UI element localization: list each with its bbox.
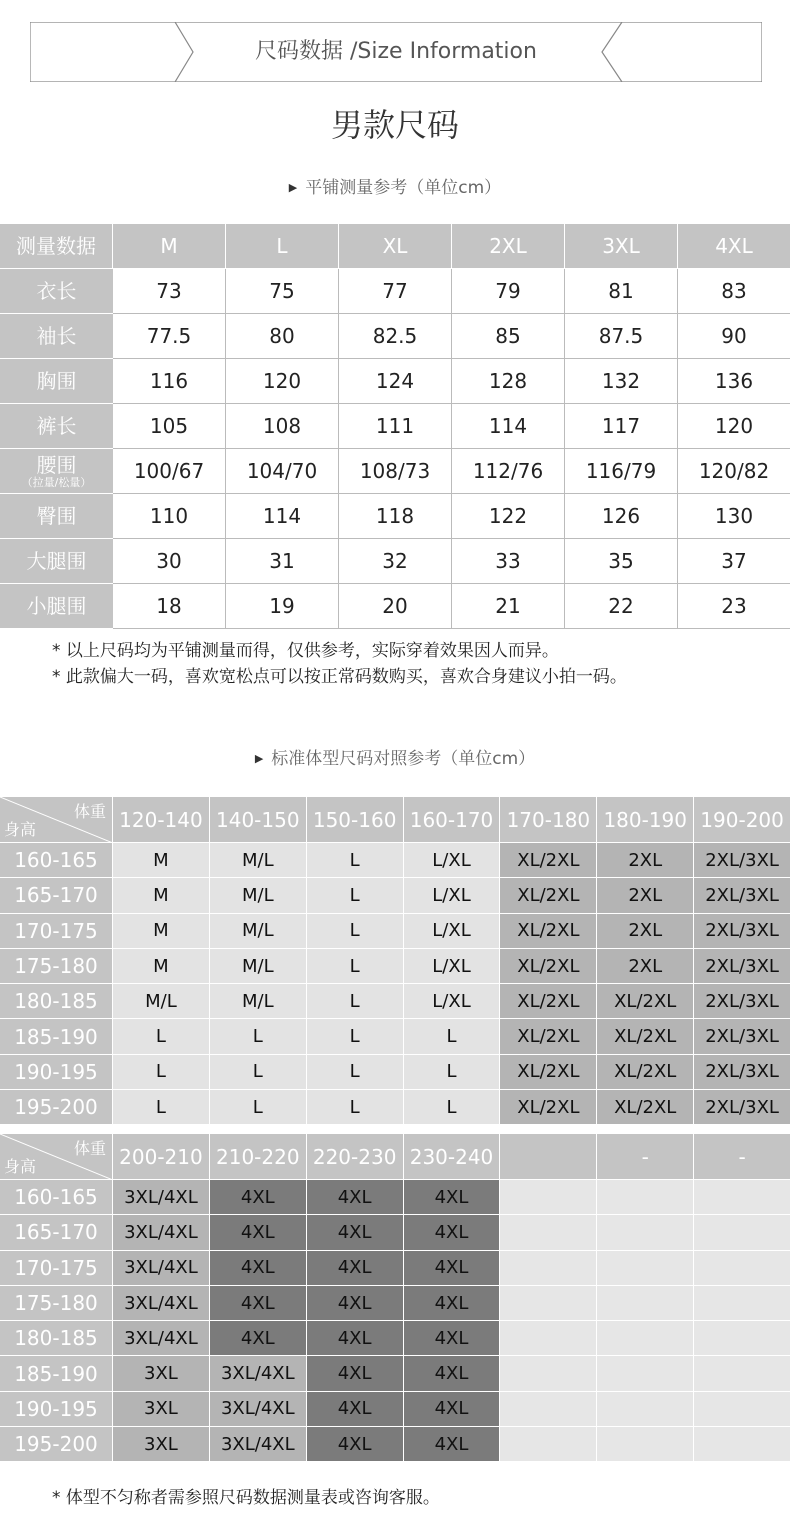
- body-row: [0, 1427, 790, 1462]
- measure-cell: 136: [678, 359, 790, 404]
- size-cell: L: [113, 1055, 210, 1090]
- body-size-table-1: [0, 797, 790, 1125]
- size-cell: [694, 1286, 790, 1321]
- size-cell: XL/2XL: [500, 1090, 597, 1125]
- size-cell: [597, 1251, 694, 1286]
- size-cell: 3XL/4XL: [113, 1286, 210, 1321]
- measurement-table: [0, 224, 790, 629]
- size-cell: M: [113, 914, 210, 949]
- size-cell: 4XL: [404, 1251, 501, 1286]
- size-cell: M/L: [210, 878, 307, 913]
- measure-cell: 73: [113, 269, 226, 314]
- measure-cell: 116: [113, 359, 226, 404]
- corner-cell: [0, 1134, 113, 1180]
- measure-cell: 100/67: [113, 449, 226, 494]
- size-cell: 4XL: [307, 1286, 404, 1321]
- size-cell: 3XL/4XL: [113, 1251, 210, 1286]
- height-label: 195-200: [0, 1090, 113, 1125]
- weight-header-cell: 150-160: [307, 797, 404, 843]
- size-cell: 4XL: [307, 1251, 404, 1286]
- measure-cell: 130: [678, 494, 790, 539]
- size-cell: L: [113, 1019, 210, 1054]
- weight-header-cell: 170-180: [500, 797, 597, 843]
- size-cell: 2XL/3XL: [694, 984, 790, 1019]
- measure-cell: 128: [452, 359, 565, 404]
- measure-header-label: 测量数据: [0, 224, 113, 269]
- measure-cell: 126: [565, 494, 678, 539]
- measure-cell: 77.5: [113, 314, 226, 359]
- weight-header-cell: 180-190: [597, 797, 694, 843]
- height-label: 170-175: [0, 914, 113, 949]
- measure-cell: 82.5: [339, 314, 452, 359]
- size-cell: 4XL: [404, 1356, 501, 1391]
- height-label: 175-180: [0, 1286, 113, 1321]
- size-cell: 4XL: [307, 1356, 404, 1391]
- size-cell: XL/2XL: [500, 914, 597, 949]
- measure-cell: 90: [678, 314, 790, 359]
- height-label: 195-200: [0, 1427, 113, 1462]
- size-cell: L: [307, 1090, 404, 1125]
- size-cell: 2XL/3XL: [694, 1090, 790, 1125]
- measure-label-text: 臀围: [36, 504, 77, 528]
- measure-cell: 21: [452, 584, 565, 629]
- size-cell: 4XL: [404, 1215, 501, 1250]
- measure-cell: 33: [452, 539, 565, 584]
- size-cell: [597, 1321, 694, 1356]
- size-cell: [500, 1251, 597, 1286]
- size-cell: L: [113, 1090, 210, 1125]
- measure-cell: 22: [565, 584, 678, 629]
- size-cell: 4XL: [404, 1321, 501, 1356]
- measure-cell: 112/76: [452, 449, 565, 494]
- measure-row-label: [0, 539, 113, 584]
- size-cell: [694, 1321, 790, 1356]
- measure-cell: 132: [565, 359, 678, 404]
- size-cell: [694, 1215, 790, 1250]
- size-cell: 4XL: [210, 1321, 307, 1356]
- measure-cell: 120/82: [678, 449, 790, 494]
- size-cell: 3XL/4XL: [210, 1427, 307, 1462]
- size-cell: 4XL: [404, 1180, 501, 1215]
- measure-label-text: 腰围: [36, 452, 77, 477]
- height-label: 180-185: [0, 1321, 113, 1356]
- size-cell: XL/2XL: [500, 949, 597, 984]
- size-cell: L: [307, 1019, 404, 1054]
- size-header-cell: 3XL: [565, 224, 678, 269]
- size-cell: L/XL: [404, 843, 501, 878]
- weight-header-cell: 120-140: [113, 797, 210, 843]
- measure-row: [0, 539, 790, 584]
- body-row: [0, 878, 790, 913]
- size-cell: L: [307, 949, 404, 984]
- measure-cell: 18: [113, 584, 226, 629]
- weight-header-cell: 230-240: [404, 1134, 501, 1180]
- size-cell: [597, 1286, 694, 1321]
- measure-cell: 80: [226, 314, 339, 359]
- measure-cell: 87.5: [565, 314, 678, 359]
- measure-cell: 30: [113, 539, 226, 584]
- size-cell: 4XL: [210, 1286, 307, 1321]
- size-cell: [500, 1180, 597, 1215]
- measure-cell: 114: [452, 404, 565, 449]
- size-cell: XL/2XL: [597, 1090, 694, 1125]
- size-cell: [500, 1392, 597, 1427]
- measure-cell: 124: [339, 359, 452, 404]
- banner-text: 尺码数据 /Size Information: [255, 39, 537, 64]
- size-cell: 2XL/3XL: [694, 914, 790, 949]
- measure-label-text: 大腿围: [26, 549, 87, 573]
- size-cell: M: [113, 843, 210, 878]
- height-label: 160-165: [0, 843, 113, 878]
- size-cell: M/L: [210, 843, 307, 878]
- size-cell: 3XL/4XL: [210, 1392, 307, 1427]
- measure-cell: 20: [339, 584, 452, 629]
- size-cell: 4XL: [404, 1286, 501, 1321]
- measure-row-label: [0, 494, 113, 539]
- page-title: 男款尺码: [330, 106, 459, 144]
- size-cell: XL/2XL: [500, 984, 597, 1019]
- size-cell: [597, 1392, 694, 1427]
- measure-row-label: [0, 269, 113, 314]
- measure-row: [0, 449, 790, 494]
- body-row: [0, 1019, 790, 1054]
- height-label: 190-195: [0, 1055, 113, 1090]
- body-row: [0, 984, 790, 1019]
- measure-row-label: [0, 314, 113, 359]
- size-cell: 4XL: [307, 1180, 404, 1215]
- measure-row: [0, 359, 790, 404]
- corner-weight-label: 体重: [73, 802, 106, 821]
- size-cell: L: [210, 1090, 307, 1125]
- size-cell: 3XL: [113, 1392, 210, 1427]
- size-cell: [597, 1180, 694, 1215]
- weight-header-cell: 160-170: [404, 797, 501, 843]
- height-label: 160-165: [0, 1180, 113, 1215]
- size-cell: 4XL: [210, 1215, 307, 1250]
- height-label: 175-180: [0, 949, 113, 984]
- size-cell: [694, 1392, 790, 1427]
- size-cell: L: [307, 878, 404, 913]
- measure-row-label: [0, 404, 113, 449]
- height-label: 180-185: [0, 984, 113, 1019]
- size-cell: 2XL: [597, 878, 694, 913]
- size-cell: 2XL: [597, 914, 694, 949]
- height-label: 185-190: [0, 1356, 113, 1391]
- size-cell: M/L: [210, 914, 307, 949]
- measure-label-sub: （拉量/松量）: [21, 475, 92, 489]
- triangle-right-icon: ▶: [288, 181, 298, 194]
- size-cell: 4XL: [404, 1392, 501, 1427]
- body-row: [0, 1251, 790, 1286]
- size-cell: XL/2XL: [597, 1019, 694, 1054]
- measure-cell: 83: [678, 269, 790, 314]
- height-label: 190-195: [0, 1392, 113, 1427]
- size-cell: 2XL/3XL: [694, 1055, 790, 1090]
- measure-cell: 81: [565, 269, 678, 314]
- size-cell: [694, 1180, 790, 1215]
- corner-cell: [0, 797, 113, 843]
- corner-weight-label: 体重: [73, 1139, 106, 1158]
- size-cell: [500, 1286, 597, 1321]
- measure-cell: 120: [226, 359, 339, 404]
- measure-cell: 116/79: [565, 449, 678, 494]
- measure-label-text: 小腿围: [26, 594, 87, 618]
- measure-label-text: 袖长: [36, 324, 77, 348]
- height-label: 170-175: [0, 1251, 113, 1286]
- size-cell: L: [404, 1019, 501, 1054]
- size-cell: M: [113, 878, 210, 913]
- weight-header-cell: 190-200: [694, 797, 790, 843]
- size-cell: 3XL: [113, 1427, 210, 1462]
- measure-subtitle-text: 平铺测量参考（单位cm）: [305, 178, 502, 198]
- measure-label-text: 衣长: [36, 279, 77, 303]
- body-row: [0, 949, 790, 984]
- size-cell: M/L: [210, 984, 307, 1019]
- measure-row: [0, 269, 790, 314]
- size-cell: 3XL/4XL: [113, 1215, 210, 1250]
- triangle-right-icon: ▶: [254, 752, 264, 765]
- size-cell: [500, 1215, 597, 1250]
- measure-cell: 77: [339, 269, 452, 314]
- size-notes: [52, 638, 627, 690]
- body-row: [0, 1090, 790, 1125]
- size-cell: [694, 1251, 790, 1286]
- measure-cell: 85: [452, 314, 565, 359]
- measure-cell: 114: [226, 494, 339, 539]
- size-cell: [597, 1215, 694, 1250]
- size-cell: 4XL: [404, 1427, 501, 1462]
- weight-header-cell: -: [597, 1134, 694, 1180]
- body-row: [0, 1215, 790, 1250]
- measure-row: [0, 314, 790, 359]
- body-row: [0, 914, 790, 949]
- size-header-cell: 4XL: [678, 224, 790, 269]
- size-header-cell: M: [113, 224, 226, 269]
- size-cell: 2XL/3XL: [694, 878, 790, 913]
- measure-cell: 19: [226, 584, 339, 629]
- note-line: * 以上尺码均为平铺测量而得，仅供参考，实际穿着效果因人而异。: [52, 641, 559, 661]
- size-cell: 3XL: [113, 1356, 210, 1391]
- size-cell: L: [307, 1055, 404, 1090]
- size-cell: 2XL: [597, 843, 694, 878]
- size-cell: 2XL/3XL: [694, 843, 790, 878]
- body-header-row: [0, 1134, 790, 1180]
- weight-header-cell: 220-230: [307, 1134, 404, 1180]
- measure-label-text: 裤长: [36, 414, 77, 438]
- height-label: 165-170: [0, 1215, 113, 1250]
- size-cell: 4XL: [307, 1321, 404, 1356]
- measure-row: [0, 404, 790, 449]
- size-cell: XL/2XL: [597, 984, 694, 1019]
- measure-cell: 75: [226, 269, 339, 314]
- size-cell: 2XL/3XL: [694, 1019, 790, 1054]
- size-cell: XL/2XL: [500, 1019, 597, 1054]
- body-subtitle-text: 标准体型尺码对照参考（单位cm）: [271, 749, 536, 769]
- size-header-cell: XL: [339, 224, 452, 269]
- body-row: [0, 843, 790, 878]
- note-line: * 此款偏大一码，喜欢宽松点可以按正常码数购买，喜欢合身建议小拍一码。: [52, 667, 627, 687]
- size-cell: L: [404, 1090, 501, 1125]
- measure-cell: 111: [339, 404, 452, 449]
- weight-header-cell: 140-150: [210, 797, 307, 843]
- body-row: [0, 1180, 790, 1215]
- measure-cell: 105: [113, 404, 226, 449]
- size-cell: L/XL: [404, 984, 501, 1019]
- measure-cell: 120: [678, 404, 790, 449]
- measure-cell: 35: [565, 539, 678, 584]
- size-cell: L/XL: [404, 949, 501, 984]
- size-cell: L/XL: [404, 914, 501, 949]
- measure-row-label: [0, 449, 113, 494]
- size-cell: 2XL: [597, 949, 694, 984]
- weight-header-cell: 210-220: [210, 1134, 307, 1180]
- measure-row: [0, 584, 790, 629]
- measure-cell: 110: [113, 494, 226, 539]
- body-header-row: [0, 797, 790, 843]
- size-cell: [694, 1356, 790, 1391]
- size-cell: XL/2XL: [500, 843, 597, 878]
- measure-cell: 31: [226, 539, 339, 584]
- measure-header-row: [0, 224, 790, 269]
- measure-cell: 104/70: [226, 449, 339, 494]
- size-cell: 3XL/4XL: [113, 1180, 210, 1215]
- measure-row: [0, 494, 790, 539]
- size-cell: 2XL/3XL: [694, 949, 790, 984]
- size-cell: L: [307, 843, 404, 878]
- size-cell: [694, 1427, 790, 1462]
- measure-row-label: [0, 584, 113, 629]
- body-size-table-2: [0, 1134, 790, 1462]
- weight-header-cell: [500, 1134, 597, 1180]
- body-row: [0, 1286, 790, 1321]
- measure-label-text: 胸围: [36, 369, 77, 393]
- size-cell: [500, 1427, 597, 1462]
- size-cell: M/L: [113, 984, 210, 1019]
- size-info-banner: [30, 22, 762, 82]
- size-cell: L/XL: [404, 878, 501, 913]
- size-cell: 4XL: [210, 1251, 307, 1286]
- size-cell: [597, 1427, 694, 1462]
- size-cell: L: [210, 1019, 307, 1054]
- height-label: 185-190: [0, 1019, 113, 1054]
- measure-cell: 37: [678, 539, 790, 584]
- height-label: 165-170: [0, 878, 113, 913]
- size-cell: XL/2XL: [500, 878, 597, 913]
- size-cell: 3XL/4XL: [210, 1356, 307, 1391]
- body-row: [0, 1055, 790, 1090]
- size-cell: 4XL: [307, 1215, 404, 1250]
- body-subtitle: [0, 744, 790, 769]
- measure-cell: 79: [452, 269, 565, 314]
- footer-note: * 体型不匀称者需参照尺码数据测量表或咨询客服。: [52, 1488, 440, 1508]
- measure-cell: 32: [339, 539, 452, 584]
- corner-height-label: 身高: [4, 820, 37, 839]
- measure-subtitle: [0, 173, 790, 198]
- size-cell: XL/2XL: [597, 1055, 694, 1090]
- size-cell: [500, 1356, 597, 1391]
- size-cell: 4XL: [307, 1392, 404, 1427]
- size-header-cell: 2XL: [452, 224, 565, 269]
- measure-cell: 118: [339, 494, 452, 539]
- measure-row-label: [0, 359, 113, 404]
- body-row: [0, 1392, 790, 1427]
- measure-cell: 122: [452, 494, 565, 539]
- size-cell: [500, 1321, 597, 1356]
- measure-cell: 23: [678, 584, 790, 629]
- weight-header-cell: -: [694, 1134, 790, 1180]
- size-cell: M: [113, 949, 210, 984]
- weight-header-cell: 200-210: [113, 1134, 210, 1180]
- size-cell: [597, 1356, 694, 1391]
- size-cell: 3XL/4XL: [113, 1321, 210, 1356]
- size-cell: XL/2XL: [500, 1055, 597, 1090]
- size-cell: M/L: [210, 949, 307, 984]
- size-cell: L: [404, 1055, 501, 1090]
- measure-cell: 108: [226, 404, 339, 449]
- size-cell: 4XL: [307, 1427, 404, 1462]
- size-cell: L: [307, 914, 404, 949]
- corner-height-label: 身高: [4, 1157, 37, 1176]
- size-cell: L: [307, 984, 404, 1019]
- size-cell: L: [210, 1055, 307, 1090]
- size-header-cell: L: [226, 224, 339, 269]
- measure-cell: 108/73: [339, 449, 452, 494]
- body-row: [0, 1356, 790, 1391]
- size-cell: 4XL: [210, 1180, 307, 1215]
- measure-cell: 117: [565, 404, 678, 449]
- body-row: [0, 1321, 790, 1356]
